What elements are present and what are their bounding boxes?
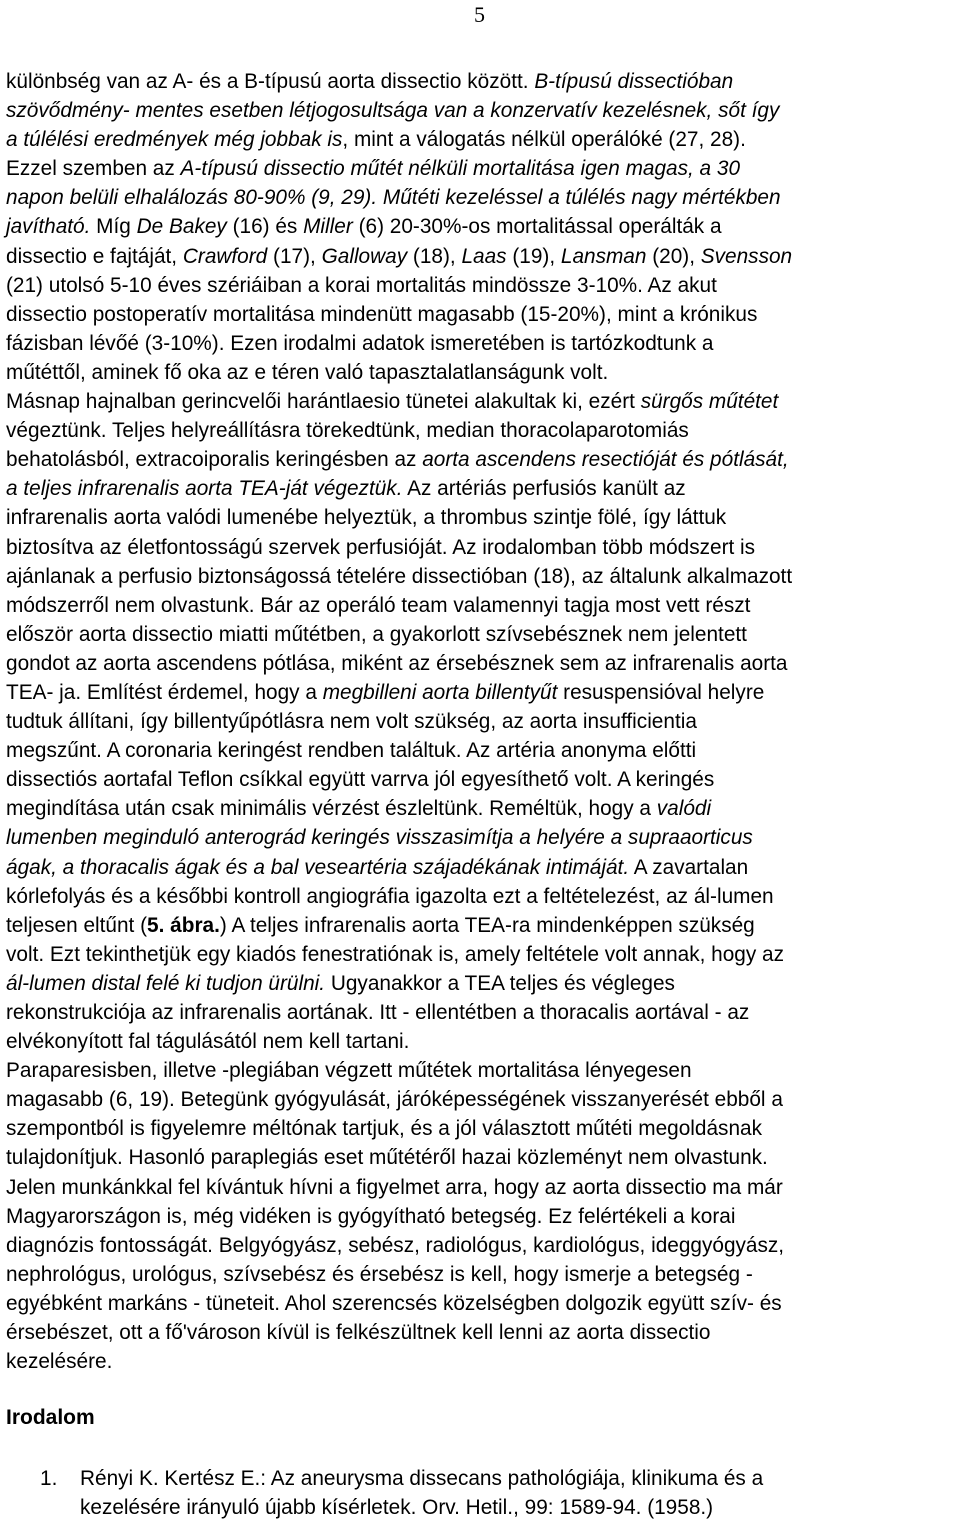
text-segment: javítható. [6,215,91,239]
text-segment: sürgős műtétet [640,390,779,414]
text-segment: nephrológus, urológus, szívsebész és érsebész is kell, hogy ismerje a betegség - [6,1262,753,1286]
text-segment: Crawford [182,244,268,268]
text-segment: , mint a válogatás nélkül operálóké (27, 28). [342,128,746,152]
text-line [6,882,956,911]
text-segment: (21) utolsó 5-10 éves szériáiban a korai mortalitás mindössze 3-10%. Az akut [6,273,717,297]
text-line [6,1347,956,1376]
text-line [6,591,956,620]
text-segment: B-típusú dissectióban [534,70,734,93]
text-line [6,358,956,387]
text-segment: kórlefolyás és a későbbi kontroll angiográfia igazolta ezt a feltételezést, az ál-lumen [6,884,774,908]
text-line [6,503,956,532]
text-segment: szövődmény- mentes esetben létjogosultsága van a konzervatív kezelésnek, sőt így [6,99,780,123]
text-segment: érsebészet, ott a fő'városon kívül is felkészültnek kell lenni az aorta dissectio [6,1321,711,1345]
text-segment: szempontból is figyelemre méltónak tartjuk, és a jól választott műtéti megoldásnak [6,1117,762,1141]
text-line [6,445,956,474]
text-segment: aorta ascendens resectióját és pótlását, [422,448,789,472]
text-segment: A-típusú dissectio műtét nélküli mortalitása igen magas, a 30 [180,157,741,181]
text-segment: Másnap hajnalban gerincvelői harántlaesio tünetei alakultak ki, ezért [6,390,641,414]
text-segment: volt. Ezt tekinthetjük egy kiadós fenestratiónak is, amely feltétele volt annak, hogy az [6,942,784,966]
text-segment: megindítása után csak minimális vérzést észleltünk. Reméltük, hogy a [6,797,657,821]
text-segment: a túlélési eredmények még jobbak is [6,128,343,152]
text-line [6,1202,956,1231]
text-segment: gondot az aorta ascendens pótlása, miként az érsebésznek sem az infrarenalis aorta [6,651,788,675]
text-segment: Laas [461,244,507,268]
references-heading: Irodalom [6,1406,95,1429]
reference-item-line-2 [40,1493,763,1522]
page-number: 5 [474,2,485,27]
text-segment: behatolásból, extracoiporalis keringésben az [6,448,423,472]
text-segment: lumenben meginduló anterográd keringés visszasimítja a helyére a supraaorticus [6,826,753,850]
text-segment: rekonstrukciója az infrarenalis aortának. Itt - ellentétben a thoracalis aortával - az [6,1001,750,1024]
text-line [6,474,956,503]
text-line [6,1114,956,1143]
text-segment: (20), [646,244,701,268]
text-segment: (16) és [226,215,304,239]
text-line [6,998,956,1027]
text-line [6,300,956,329]
text-segment: Svensson [700,244,793,268]
text-line [6,911,956,940]
text-segment: Miller [303,215,353,239]
text-line [6,154,956,183]
text-segment: dissectiós aortafal Teflon csíkkal együtt varrva jól egyesíthető volt. A keringés [6,768,715,792]
text-segment: a teljes infrarenalis aorta TEA-ját végeztük. [6,477,403,501]
text-segment: megszűnt. A coronaria keringést rendben találtuk. Az artéria anonyma előtti [6,739,697,763]
text-segment: elvékonyított fal tágulásától nem kell tartani. [6,1030,410,1054]
text-line [6,67,956,96]
text-segment: 5. ábra. [147,913,220,937]
text-segment: fázisban lévőé (3-10%). Ezen irodalmi adatok ismeretében is tartózkodtunk a [6,331,714,355]
text-segment: Lansman [560,244,647,268]
text-segment: módszerről nem olvastunk. Bár az operáló team valamennyi tagja most vett részt [6,593,751,617]
text-segment: diagnózis fontosságát. Belgyógyász, sebész, radiológus, kardiológus, ideggyógyász, [6,1233,785,1257]
text-line [6,533,956,562]
text-line [6,853,956,882]
text-line [6,1173,956,1202]
text-segment: infrarenalis aorta valódi lumenébe helyeztük, a thrombus szintje fölé, így láttuk [6,506,727,530]
text-line [6,416,956,445]
text-line [6,1289,956,1318]
text-segment: tudtuk állítani, így billentyűpótlásra nem volt szükség, az aorta insufficientia [6,710,697,734]
text-segment: Paraparesisben, illetve -plegiában végzett műtétek mortalitása lényegesen [6,1059,692,1083]
text-line [6,329,956,358]
text-line [6,649,956,678]
reference-list [40,1464,763,1522]
text-line [6,736,956,765]
text-line [6,125,956,154]
text-line [6,620,956,649]
text-line [6,183,956,212]
text-segment: dissectio postoperatív mortalitása mindenütt magasabb (15-20%), mint a krónikus [6,302,758,326]
text-segment: Galloway [321,244,408,268]
text-line [6,823,956,852]
text-line [6,969,956,998]
text-segment: ál-lumen distal felé ki tudjon ürülni. [6,971,326,995]
reference-text-line-2: kezelésére irányuló újabb kísérletek. Orv. Hetil., 99: 1589-94. (1958.) [80,1496,714,1519]
text-segment: Magyarországon is, még vidéken is gyógyítható betegség. Ez felértékeli a korai [6,1204,736,1228]
text-segment: resuspensióval helyre [557,680,765,704]
text-line [6,678,956,707]
text-line [6,1143,956,1172]
text-segment: először aorta dissectio miatti műtétben, a gyakorlott szívsebésznek nem jelentett [6,622,747,646]
text-segment: végeztünk. Teljes helyreállításra törekedtünk, median thoracolaparotomiás [6,419,689,443]
text-segment: (19), [506,244,561,268]
reference-number: 1. [40,1467,58,1490]
text-line [6,1085,956,1114]
text-segment: valódi [656,797,712,821]
text-line [6,562,956,591]
body-text [6,67,956,1376]
text-segment: biztosítva az életfontosságú szervek perfusióját. Az irodalomban több módszert is [6,535,756,559]
text-line [6,212,956,241]
text-line [6,271,956,300]
text-line [6,707,956,736]
text-segment: műtéttől, aminek fő oka az e téren való tapasztalatlanságunk volt. [6,360,609,384]
text-line [6,1027,956,1056]
text-segment: De Bakey [136,215,227,239]
text-segment: (17), [267,244,322,268]
text-segment: A zavartalan [629,855,749,879]
text-line [6,765,956,794]
text-line [6,940,956,969]
text-segment: ágak, a thoracalis ágak és a bal veseartéria szájadékának intimáját. [6,855,630,879]
text-line [6,794,956,823]
text-line [6,387,956,416]
text-segment: Míg [90,215,137,239]
text-line [6,1231,956,1260]
text-segment: Ezzel szemben az [6,157,181,181]
text-segment: napon belüli elhalálozás 80-90% (9, 29). Műtéti kezeléssel a túlélés nagy mértékben [6,186,781,210]
text-segment: (18), [407,244,462,268]
text-segment: teljesen eltűnt ( [6,913,148,937]
text-segment: tulajdonítjuk. Hasonló paraplegiás eset műtétéről hazai közleményt nem olvastunk. [6,1146,768,1170]
text-segment: Ugyanakkor a TEA teljes és végleges [325,971,675,995]
text-segment: ajánlanak a perfusio biztonságossá tételére dissectióban (18), az általunk alkalmazott [6,564,793,588]
reference-item-line-1 [40,1464,763,1493]
text-segment: kezelésére. [6,1350,113,1374]
text-line [6,1056,956,1085]
text-segment: egyébként markáns - tüneteit. Ahol szerencsés közelségben dolgozik együtt szív- és [6,1291,782,1315]
text-line [6,1260,956,1289]
text-segment: különbség van az A- és a B-típusú aorta dissectio között. [6,70,535,93]
text-segment: magasabb (6, 19). Betegünk gyógyulását, járóképességének visszanyerését ebből a [6,1088,783,1112]
text-line [6,1318,956,1347]
text-segment: TEA- ja. Említést érdemel, hogy a [6,680,323,704]
text-segment: Jelen munkánkkal fel kívántuk hívni a figyelmet arra, hogy az aorta dissectio ma már [6,1175,783,1199]
text-line [6,242,956,271]
text-segment: (6) 20-30%-os mortalitással operálták a [352,215,722,239]
text-segment: Az artériás perfusiós kanült az [402,477,686,501]
text-segment: megbilleni aorta billentyűt [322,680,558,704]
text-segment: ) A teljes infrarenalis aorta TEA-ra mindenképpen szükség [219,913,755,937]
reference-text-line-1: Rényi K. Kertész E.: Az aneurysma dissecans pathológiája, klinikuma és a [80,1467,764,1490]
text-line [6,96,956,125]
text-segment: dissectio e fajtáját, [6,244,183,268]
